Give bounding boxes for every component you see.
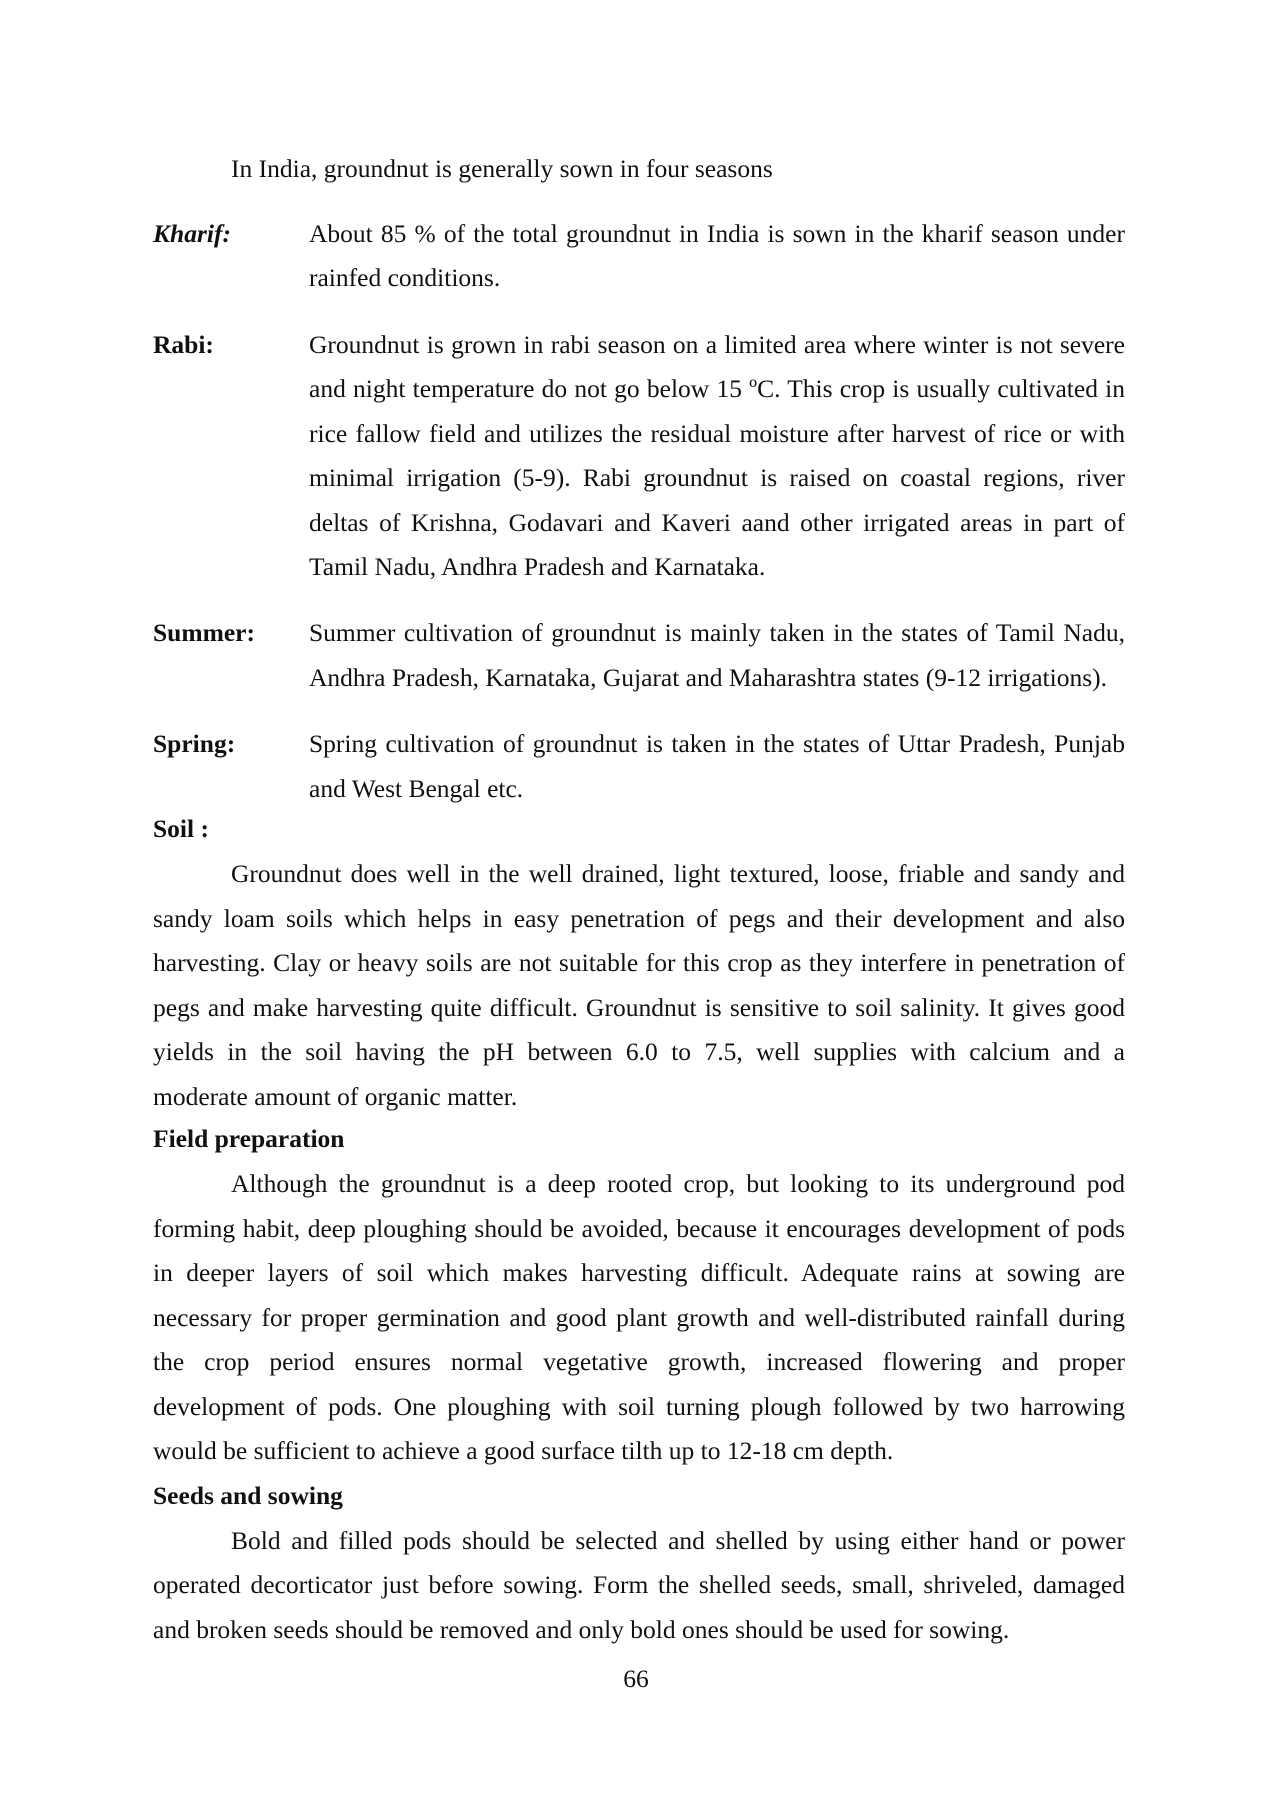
season-text-rabi-line-3: rice fallow field and utilizes the residual moisture after harvest of rice or with [309, 419, 1125, 448]
season-text-rabi-line-4: minimal irrigation (5-9). Rabi groundnut is raised on coastal regions, river [309, 463, 1125, 492]
soil-paragraph-line-6: moderate amount of organic matter. [153, 1082, 518, 1111]
seeds-paragraph-line-3: and broken seeds should be removed and only bold ones should be used for sowing. [153, 1615, 1010, 1644]
soil-paragraph-line-4: pegs and make harvesting quite difficult. Groundnut is sensitive to soil salinity. It gives good [153, 993, 1125, 1022]
season-text-kharif-line-1: About 85 % of the total groundnut in India is sown in the kharif season under [309, 219, 1125, 248]
seeds-paragraph-line-2: operated decorticator just before sowing. Form the shelled seeds, small, shriveled, damaged [153, 1570, 1125, 1599]
page-number: 66 [623, 1664, 649, 1693]
field-prep-paragraph-line-5: the crop period ensures normal vegetative growth, increased flowering and proper [153, 1347, 1125, 1376]
season-label-summer: Summer: [153, 618, 255, 647]
section-heading-field-preparation: Field preparation [153, 1124, 345, 1153]
intro-text: In India, groundnut is generally sown in four seasons [231, 154, 773, 183]
season-label-rabi: Rabi: [153, 330, 214, 359]
season-text-rabi-line-2: and night temperature do not go below 15 ºC. This crop is usually cultivated in [309, 374, 1125, 403]
season-text-summer-line-2: Andhra Pradesh, Karnataka, Gujarat and Maharashtra states (9-12 irrigations). [309, 663, 1108, 692]
field-prep-paragraph-line-4: necessary for proper germination and good plant growth and well-distributed rainfall during [153, 1303, 1125, 1332]
season-text-summer-line-1: Summer cultivation of groundnut is mainly taken in the states of Tamil Nadu, [309, 618, 1125, 647]
soil-paragraph-line-2: sandy loam soils which helps in easy penetration of pegs and their development and also [153, 904, 1125, 933]
section-heading-seeds-and-sowing: Seeds and sowing [153, 1481, 343, 1510]
section-heading-soil: Soil : [153, 814, 209, 843]
field-prep-paragraph-line-7: would be sufficient to achieve a good surface tilth up to 12-18 cm depth. [153, 1436, 894, 1465]
season-text-rabi-line-1: Groundnut is grown in rabi season on a limited area where winter is not severe [309, 330, 1125, 359]
soil-paragraph-line-3: harvesting. Clay or heavy soils are not suitable for this crop as they interfere in penetration of [153, 948, 1125, 977]
season-label-spring: Spring: [153, 729, 236, 758]
field-prep-paragraph-line-6: development of pods. One ploughing with soil turning plough followed by two harrowing [153, 1392, 1125, 1421]
field-prep-paragraph-line-2: forming habit, deep ploughing should be avoided, because it encourages development of pods [153, 1214, 1125, 1243]
season-text-spring-line-1: Spring cultivation of groundnut is taken in the states of Uttar Pradesh, Punjab [309, 729, 1125, 758]
field-prep-paragraph-line-3: in deeper layers of soil which makes harvesting difficult. Adequate rains at sowing are [153, 1258, 1125, 1287]
seeds-paragraph-line-1: Bold and filled pods should be selected and shelled by using either hand or power [231, 1526, 1125, 1555]
season-text-rabi-line-5: deltas of Krishna, Godavari and Kaveri aand other irrigated areas in part of [309, 508, 1125, 537]
season-text-rabi-line-6: Tamil Nadu, Andhra Pradesh and Karnataka. [309, 552, 766, 581]
season-text-kharif-line-2: rainfed conditions. [309, 263, 501, 292]
field-prep-paragraph-line-1: Although the groundnut is a deep rooted crop, but looking to its underground pod [231, 1169, 1125, 1198]
season-label-kharif: Kharif: [153, 219, 231, 248]
soil-paragraph-line-1: Groundnut does well in the well drained, light textured, loose, friable and sandy and [231, 859, 1125, 888]
season-text-spring-line-2: and West Bengal etc. [309, 774, 524, 803]
soil-paragraph-line-5: yields in the soil having the pH between 6.0 to 7.5, well supplies with calcium and a [153, 1037, 1125, 1066]
